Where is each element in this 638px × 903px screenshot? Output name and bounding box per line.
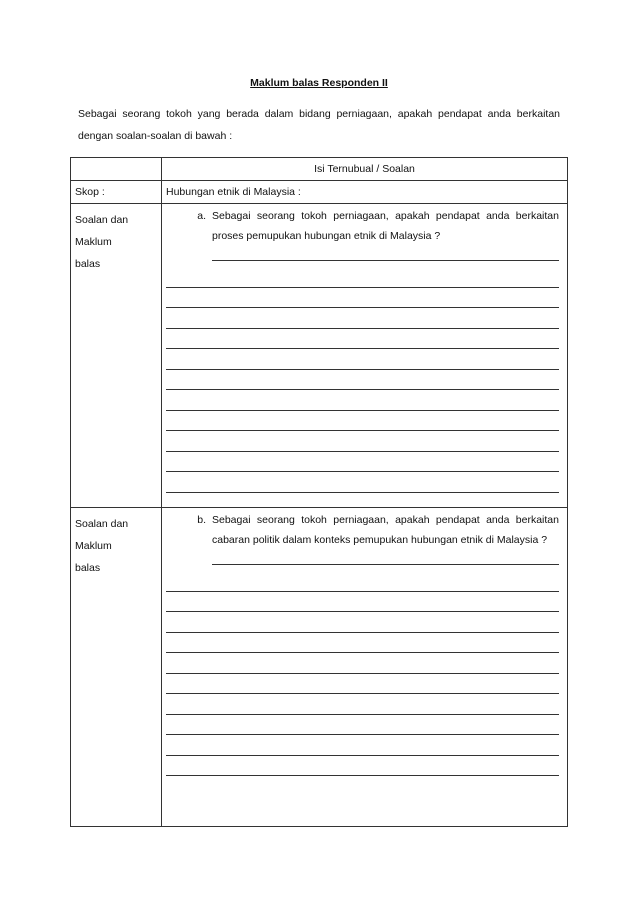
section-label [71,204,162,508]
answer-line[interactable] [166,452,559,473]
label-line: Maklum [75,236,112,248]
answer-lines [166,267,559,493]
answer-line[interactable] [166,633,559,654]
answer-line[interactable] [166,370,559,391]
question-b [166,510,559,550]
answer-line[interactable] [166,715,559,736]
answer-cell [162,204,568,508]
section-label [71,508,162,827]
answer-line[interactable] [166,349,559,370]
label-line: Soalan dan [75,518,129,530]
question-letter: a. [197,210,206,222]
answer-line[interactable] [166,267,559,288]
question-row-a [71,204,568,508]
question-letter: b. [197,514,206,526]
intro-paragraph: Sebagai seorang tokoh yang berada dalam bidang perniagaan, apakah pendapat anda berkaitan dengan soalan-soalan di bawah : [78,108,560,142]
answer-line[interactable] [212,246,559,261]
label-line: balas [75,258,101,270]
question-row-b [71,508,568,827]
skop-value: Hubungan etnik di Malaysia : [162,181,568,204]
page-title: Maklum balas Responden II [250,77,388,89]
label-line: balas [75,562,101,574]
answer-line[interactable] [166,472,559,493]
label-line: Soalan dan [75,214,129,226]
answer-line[interactable] [166,694,559,715]
answer-line[interactable] [166,411,559,432]
table-header: Isi Ternubual / Soalan [162,158,568,181]
table-header-row [71,158,568,181]
label-line: Maklum [75,540,112,552]
skop-row [71,181,568,204]
answer-line[interactable] [166,288,559,309]
answer-line[interactable] [212,550,559,565]
answer-line[interactable] [166,308,559,329]
answer-cell [162,508,568,827]
answer-line[interactable] [166,390,559,411]
answer-line[interactable] [166,735,559,756]
answer-line[interactable] [166,612,559,633]
interview-table [70,157,568,827]
answer-line[interactable] [166,592,559,613]
answer-line[interactable] [166,571,559,592]
answer-line[interactable] [166,756,559,777]
answer-line[interactable] [166,431,559,452]
question-text: Sebagai seorang tokoh perniagaan, apakah pendapat anda berkaitan cabaran politik dalam konteks pemupukan hubungan etnik di Malaysia ? [212,514,559,546]
answer-line[interactable] [166,653,559,674]
answer-lines [166,571,559,776]
answer-line[interactable] [166,674,559,695]
skop-label: Skop : [71,181,162,204]
question-text: Sebagai seorang tokoh perniagaan, apakah pendapat anda berkaitan proses pemupukan hubungan etnik di Malaysia ? [212,210,559,242]
answer-line[interactable] [166,329,559,350]
question-a [166,206,559,246]
